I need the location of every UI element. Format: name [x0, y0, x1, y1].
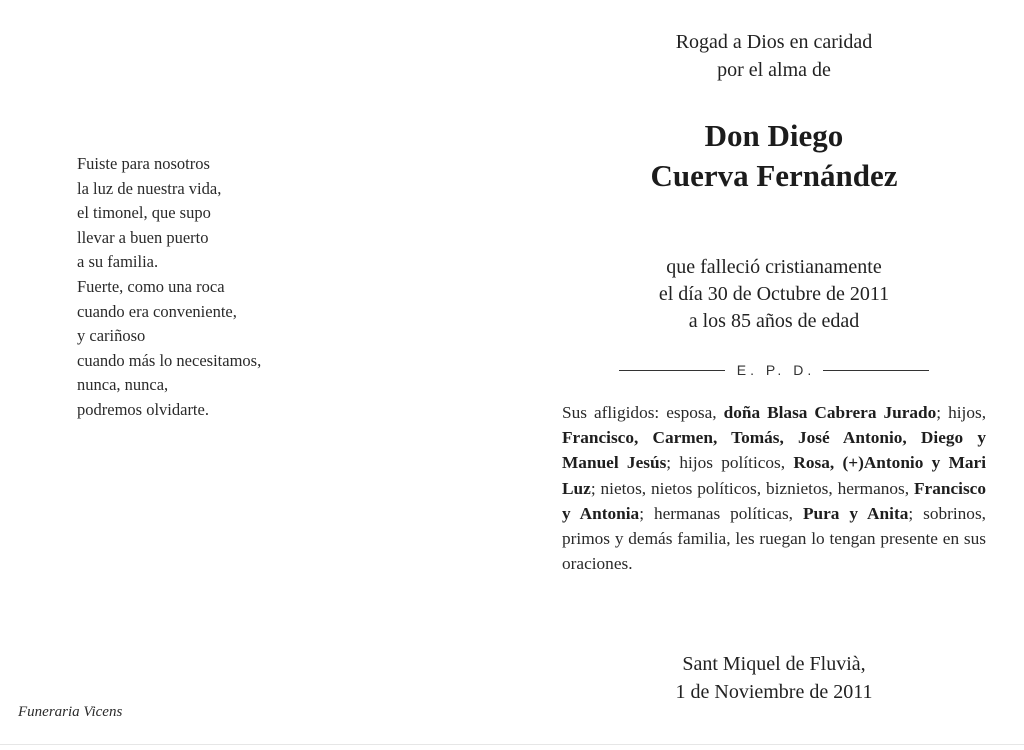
- place-line: Sant Miquel de Fluvià,: [682, 653, 866, 675]
- mourners-paragraph: [562, 400, 986, 576]
- poem-line: cuando era conveniente,: [77, 301, 237, 321]
- poem-line: Fuiste para nosotros: [77, 154, 210, 173]
- prayer-intro-line: por el alma de: [717, 59, 831, 81]
- mourner-names: Pura y Anita: [802, 503, 909, 523]
- poem-line: el timonel, que supo: [77, 203, 211, 223]
- death-notice-line: a los 85 años de edad: [688, 310, 860, 332]
- mourners-text: ; hijos políticos,: [666, 453, 794, 473]
- memorial-poem: [77, 152, 261, 423]
- poem-line: Fuerte, como una roca: [77, 276, 225, 296]
- prayer-intro: [562, 28, 986, 84]
- funeral-home-name: Funeraria Vicens: [18, 704, 123, 720]
- poem-line: llevar a buen puerto: [77, 227, 209, 247]
- mourner-names: Francisco y Antonia: [562, 478, 986, 523]
- mourner-names: Rosa, (+)Antonio y Mari Luz: [562, 453, 986, 498]
- deceased-name-line: Don Diego: [704, 118, 844, 153]
- date-line: 1 de Noviembre de 2011: [675, 681, 873, 703]
- death-notice: [562, 254, 986, 335]
- mourners-text: ; sobrinos, primos y demás familia, les ruegan lo tengan presente en sus oraciones.: [562, 503, 986, 574]
- mourners-text: ; nietos, nietos políticos, biznietos, hermanos,: [590, 478, 914, 498]
- death-notice-line: el día 30 de Octubre de 2011: [658, 283, 890, 305]
- prayer-intro-line: Rogad a Dios en caridad: [675, 31, 873, 53]
- poem-line: cuando más lo necesitamos,: [77, 350, 262, 370]
- mourner-names: doña Blasa Cabrera Jurado: [723, 403, 937, 422]
- mourners-text: Sus afligidos: esposa,: [562, 403, 724, 422]
- deceased-name: [562, 116, 986, 196]
- mourners-text: ; hermanas políticas,: [639, 503, 803, 523]
- divider-rule-left: [619, 370, 725, 371]
- mourners-text: ; hijos,: [936, 403, 987, 422]
- epd-text: E. P. D.: [736, 362, 816, 378]
- poem-line: podremos olvidarte.: [77, 399, 209, 419]
- poem-line: nunca, nunca,: [77, 375, 169, 395]
- poem-line: la luz de nuestra vida,: [77, 178, 222, 198]
- mourner-names: Francisco, Carmen, Tomás, José Antonio, Diego y Manuel Jesús: [562, 428, 986, 473]
- divider-rule-right: [823, 370, 929, 371]
- deceased-name-line: Cuerva Fernández: [650, 158, 898, 193]
- poem-line: y cariñoso: [77, 326, 146, 346]
- place-and-date: [562, 650, 986, 706]
- epd-divider: [562, 358, 986, 382]
- poem-line: a su familia.: [77, 252, 159, 272]
- death-notice-line: que falleció cristianamente: [666, 256, 882, 278]
- card-bottom-edge: [0, 744, 1024, 745]
